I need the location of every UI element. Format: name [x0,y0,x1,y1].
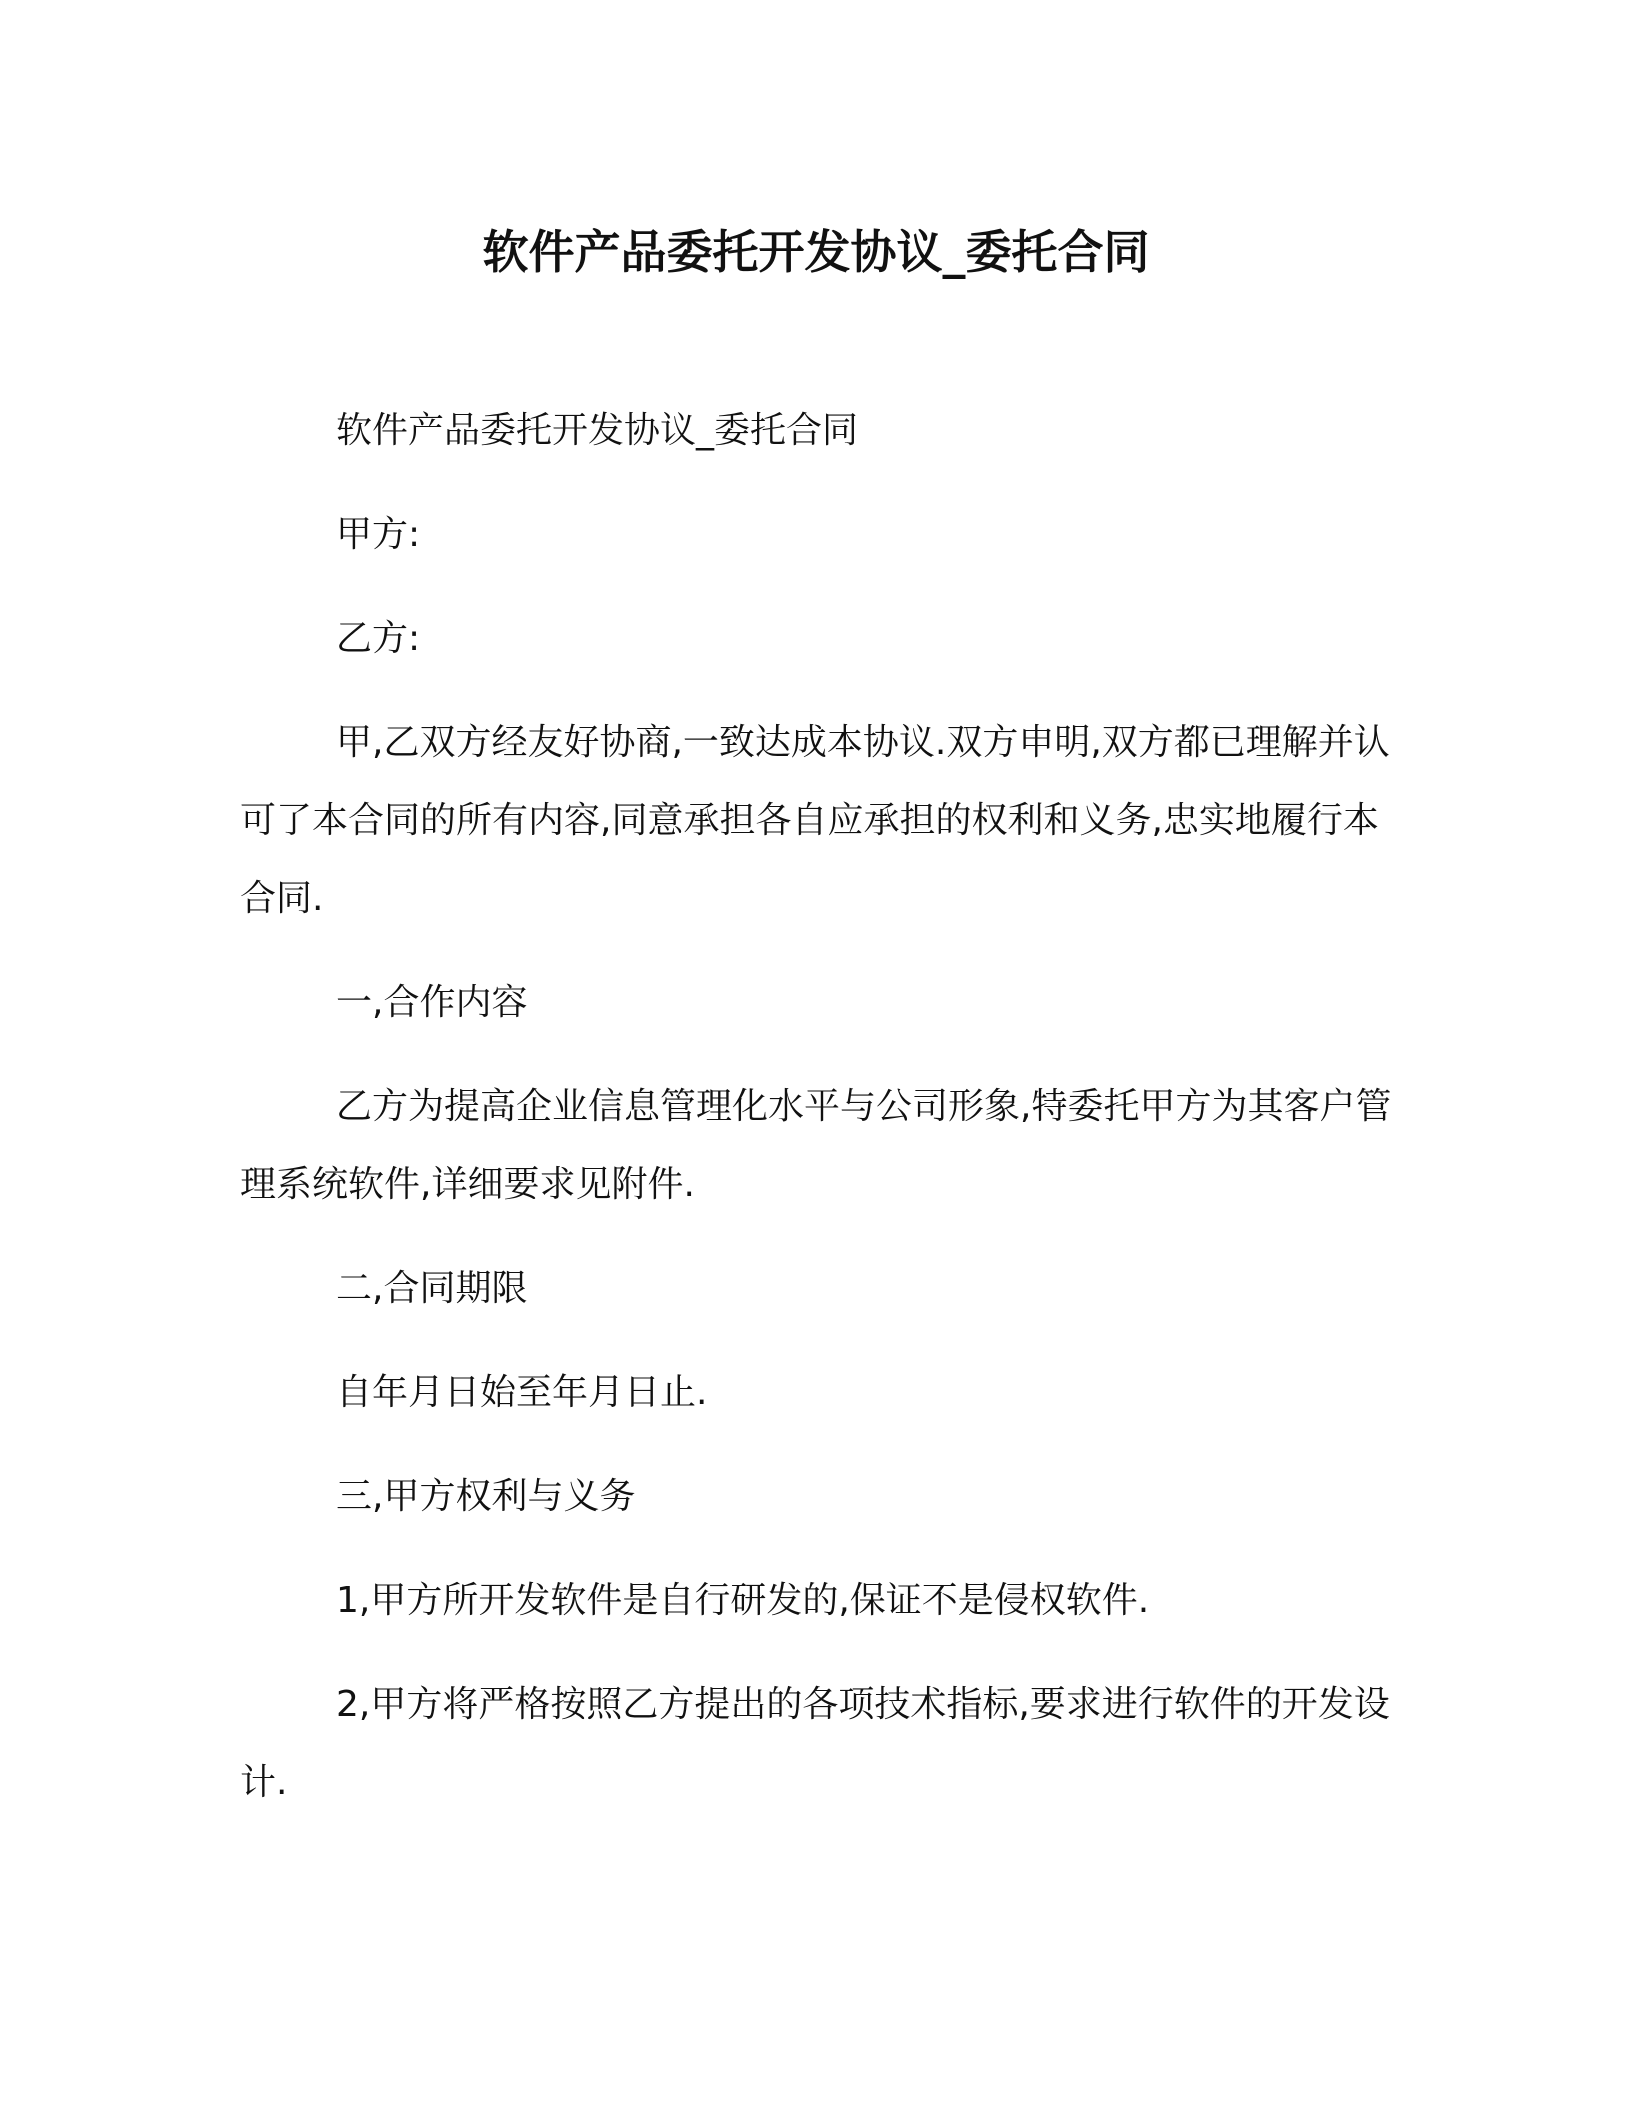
paragraph-term: 自年月日始至年月日止. [336,1372,708,1413]
paragraph-preamble: 甲,乙双方经友好协商,一致达成本协议.双方申明,双方都已理解并认可了本合同的所有内容,同意承担各自应承担的权利和义务,忠实地履行本合同. [240,722,1390,919]
clause-2: 2,甲方将严格按照乙方提出的各项技术指标,要求进行软件的开发设计. [240,1684,1390,1803]
paragraph-party-a: 甲方: [336,514,421,555]
paragraph-heading-repeat: 软件产品委托开发协议_委托合同 [336,410,859,451]
document-body [240,392,1392,1822]
document-title: 软件产品委托开发协议_委托合同 [482,225,1150,279]
clause-1: 1,甲方所开发软件是自行研发的,保证不是侵权软件. [336,1580,1150,1621]
paragraph-cooperation: 乙方为提高企业信息管理化水平与公司形象,特委托甲方为其客户管理系统软件,详细要求见附件. [240,1086,1392,1205]
section-heading-cooperation: 一,合作内容 [336,982,528,1023]
paragraph-party-b: 乙方: [336,618,421,659]
section-heading-term: 二,合同期限 [336,1268,528,1309]
section-heading-party-a-rights: 三,甲方权利与义务 [336,1476,636,1517]
